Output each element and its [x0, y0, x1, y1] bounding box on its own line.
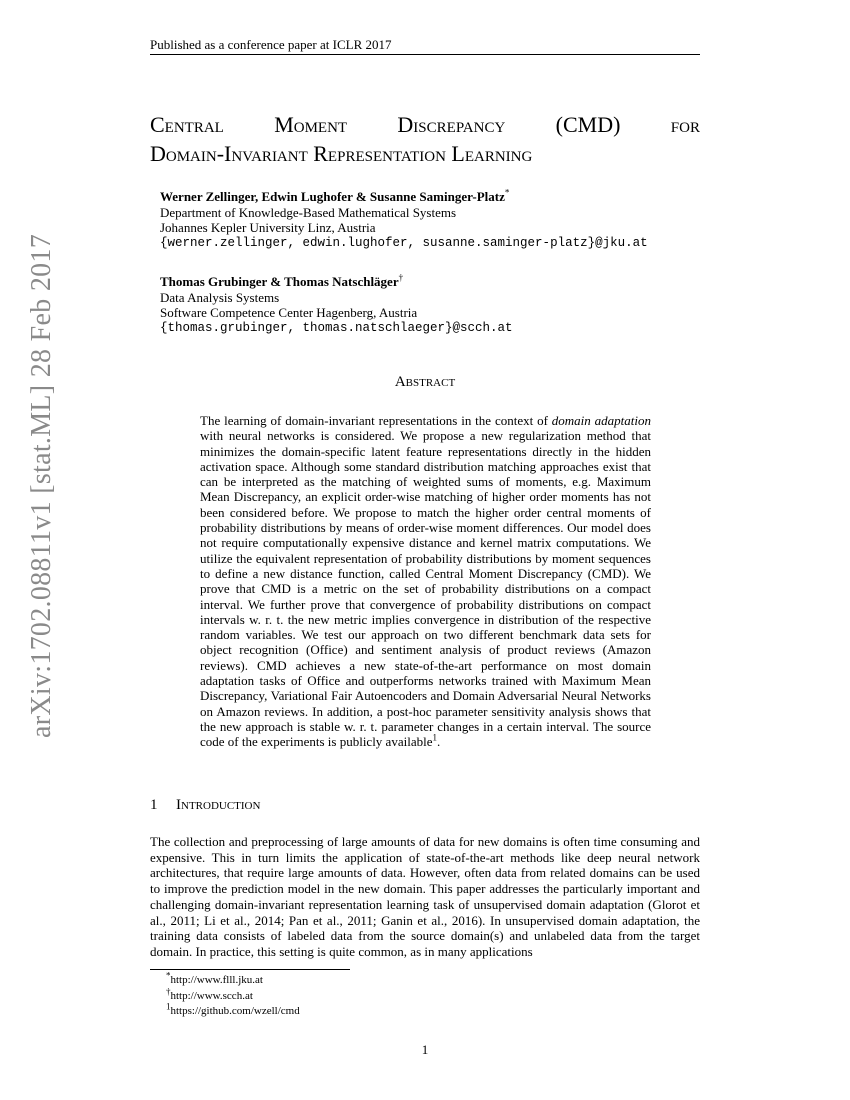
title-line-1 — [150, 110, 700, 139]
footnote-rule — [150, 969, 350, 970]
abstract-emphasis: domain adaptation — [551, 413, 651, 428]
title-word: Discrepancy — [397, 112, 506, 137]
intro-paragraph: The collection and preprocessing of large amounts of data for new domains is often time consuming and expensive. This in turn limits the application of state-of-the-art methods like deep neural network architectures, that require large amounts of data. However, often data from related domains can be used to improve the prediction model in the new domain. This paper addresses the particularly important and challenging domain-invariant representation learning task of unsupervised domain adaptation (Glorot et al., 2011; Li et al., 2014; Pan et al., 2011; Ganin et al., 2016). In unsupervised domain adaptation, the training data consists of labeled data from the source domain(s) and unlabeled data from the target domain. In practice, this setting is quite common, as in many applications — [150, 834, 700, 959]
abstract-text — [200, 413, 651, 750]
abstract-heading: Abstract — [394, 374, 456, 390]
affiliation: Johannes Kepler University Linz, Austria — [160, 220, 376, 235]
affiliation: Software Competence Center Hagenberg, Austria — [160, 305, 418, 320]
affiliation: Department of Knowledge-Based Mathematical Systems — [160, 204, 457, 220]
author-mark: * — [504, 187, 510, 198]
title-word: for — [670, 112, 700, 137]
footnote-mark: 1 — [166, 1001, 171, 1012]
footnote-link[interactable]: http://www.flll.jku.at — [170, 974, 263, 986]
abstract-end: . — [436, 734, 441, 750]
footnote-item — [166, 970, 300, 989]
abstract-body: with neural networks is considered. We propose a new regularization method that minimizes the domain-specific latent feature representations directly in the hidden activation space. Although some standard distribution matching approaches exist that can be interpreted as the matching of weighted sums of moments, e.g. Maximum Mean Discrepancy, an explicit order-wise matching of higher order moments has not been considered before. We propose to match the higher order central moments of probability distributions by means of order-wise moment differences. Our model does not require computationally expensive distance and kernel matrix computations. We utilize the equivalent representation of probability distributions by moment sequences to define a new distance function, called Central Moment Discrepancy (CMD). We prove that CMD is a metric on the set of probability distributions on a compact interval. We further prove that convergence of probability distributions on compact intervals w. r. t. the new metric implies convergence in distribution of the respective random variables. We test our approach on two different benchmark data sets for object recognition (Office) and sentiment analysis of product reviews (Amazon reviews). CMD achieves a new state-of-the-art performance on most domain adaptation tasks of Office and outperforms networks trained with Maximum Mean Discrepancy, Variational Fair Autoencoders and Domain Adversarial Neural Networks on Amazon reviews. In addition, a post-hoc parameter sensitivity analysis shows that the new approach is stable w. r. t. parameter changes in a certain interval. The source code of the experiments is publicly available — [200, 428, 651, 750]
running-header: Published as a conference paper at ICLR 2017 — [150, 37, 392, 52]
paper-title — [150, 110, 700, 168]
page-number: 1 — [421, 1042, 429, 1057]
title-word: Central — [150, 112, 224, 137]
author-names: Werner Zellinger, Edwin Lughofer & Susanne Saminger-Platz — [160, 189, 505, 204]
arxiv-stamp: arXiv:1702.08811v1 [stat.ML] 28 Feb 2017 — [26, 233, 57, 738]
section-title: Introduction — [176, 797, 261, 813]
author-block-2 — [160, 274, 700, 336]
author-email: {werner.zellinger, edwin.lughofer, susanne.saminger-platz}@jku.at — [160, 235, 648, 250]
footnotes — [166, 970, 300, 1020]
footnote-ref: 1 — [432, 732, 437, 743]
affiliation: Data Analysis Systems — [160, 289, 280, 305]
section-number: 1 — [150, 797, 158, 813]
author-block-1 — [160, 189, 700, 251]
author-email: {thomas.grubinger, thomas.natschlaeger}@scch.at — [160, 320, 513, 335]
title-line-2: Domain-Invariant Representation Learning — [150, 141, 533, 166]
footnote-item — [166, 1001, 300, 1020]
footnote-mark: * — [166, 970, 171, 981]
footnote-mark: † — [166, 985, 171, 996]
footnote-item — [166, 985, 300, 1005]
footnote-link[interactable]: http://www.scch.at — [170, 989, 253, 1002]
author-names: Thomas Grubinger & Thomas Natschläger — [160, 274, 399, 289]
footnote-link[interactable]: https://github.com/wzell/cmd — [170, 1005, 300, 1017]
title-word: Moment — [274, 112, 348, 137]
abstract-lead: The learning of domain-invariant representations in the context of — [200, 413, 552, 428]
author-mark: † — [398, 272, 404, 283]
title-word: (CMD) — [555, 112, 621, 137]
header-rule — [150, 54, 700, 55]
section-heading-introduction — [150, 797, 260, 814]
